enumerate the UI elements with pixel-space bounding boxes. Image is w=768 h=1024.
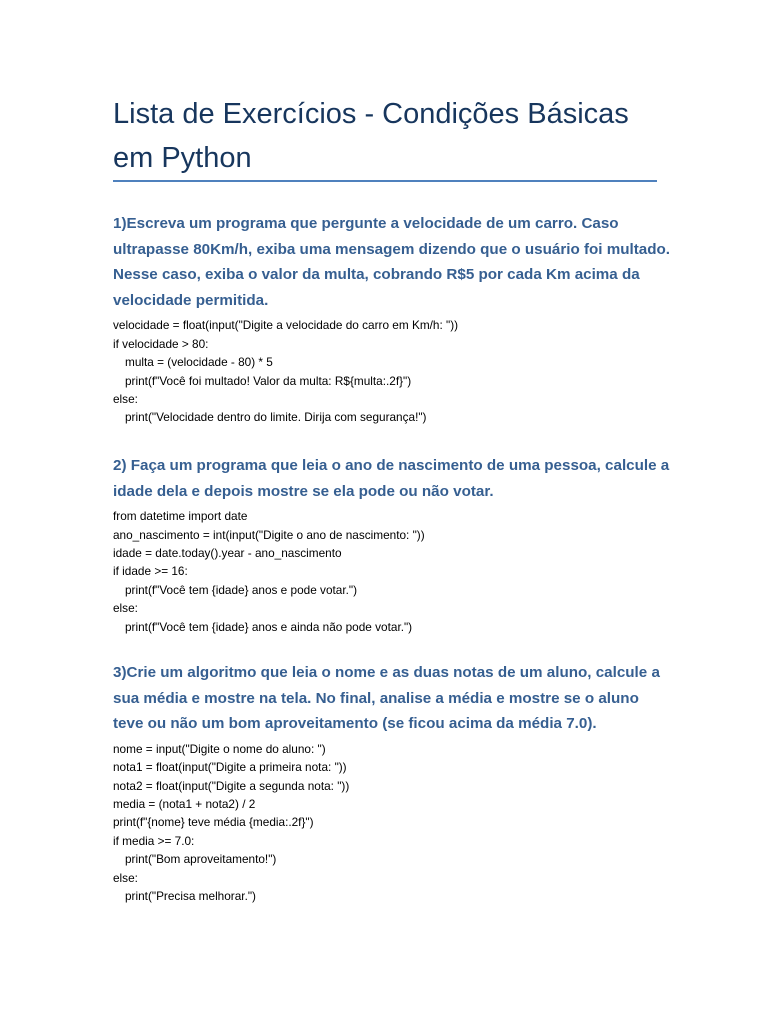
exercise-2-code-block — [113, 507, 673, 636]
code-line: from datetime import date — [113, 509, 248, 524]
code-line: print("Precisa melhorar.") — [125, 888, 256, 903]
exercise-2-question: 2) Faça um programa que leia o ano de nascimento de uma pessoa, calcule a idade dela e depois mostre se ela pode ou não votar. — [113, 457, 670, 500]
code-line: if velocidade > 80: — [113, 336, 209, 351]
exercise-2 — [113, 453, 673, 636]
code-line: else: — [113, 391, 138, 406]
code-line: velocidade = float(input("Digite a velocidade do carro em Km/h: ")) — [113, 318, 459, 333]
code-line: ano_nascimento = int(input("Digite o ano de nascimento: ")) — [113, 527, 425, 542]
code-line: if idade >= 16: — [113, 564, 188, 579]
exercise-1 — [113, 211, 673, 427]
page-title: Lista de Exercícios - Condições Básicas em Python — [113, 98, 629, 174]
exercise-3-question: 3)Crie um algoritmo que leia o nome e as duas notas de um aluno, calcule a sua média e mostre na tela. No final, analise a média e mostre se o aluno teve ou não um bom aproveitamento (se ficou acima da média 7.0). — [113, 664, 660, 733]
code-line: print(f"Você tem {idade} anos e pode votar.") — [125, 582, 358, 597]
code-line: else: — [113, 870, 138, 885]
code-line: idade = date.today().year - ano_nascimento — [113, 545, 342, 560]
exercise-1-question: 1)Escreva um programa que pergunte a velocidade de um carro. Caso ultrapasse 80Km/h, exiba uma mensagem dizendo que o usuário foi multado. Nesse caso, exiba o valor da multa, cobrando R$5 por cada Km acima da velocidade permitida. — [113, 215, 670, 309]
code-line: media = (nota1 + nota2) / 2 — [113, 796, 256, 811]
code-line: print(f"Você foi multado! Valor da multa: R${multa:.2f}") — [125, 373, 412, 388]
code-line: print(f"{nome} teve média {media:.2f}") — [113, 815, 314, 830]
exercise-3-code-block — [113, 740, 673, 906]
code-line: print(f"Você tem {idade} anos e ainda não pode votar.") — [125, 619, 413, 634]
code-line: nome = input("Digite o nome do aluno: ") — [113, 741, 326, 756]
exercise-1-code-block — [113, 316, 673, 426]
code-line: nota1 = float(input("Digite a primeira nota: ")) — [113, 760, 347, 775]
code-line: print("Velocidade dentro do limite. Dirija com segurança!") — [125, 410, 427, 425]
code-line: multa = (velocidade - 80) * 5 — [125, 355, 273, 370]
code-line: print("Bom aproveitamento!") — [125, 852, 277, 867]
exercise-3 — [113, 660, 673, 905]
code-line: else: — [113, 601, 138, 616]
code-line: nota2 = float(input("Digite a segunda nota: ")) — [113, 778, 350, 793]
title-underline — [113, 180, 657, 182]
code-line: if media >= 7.0: — [113, 833, 195, 848]
